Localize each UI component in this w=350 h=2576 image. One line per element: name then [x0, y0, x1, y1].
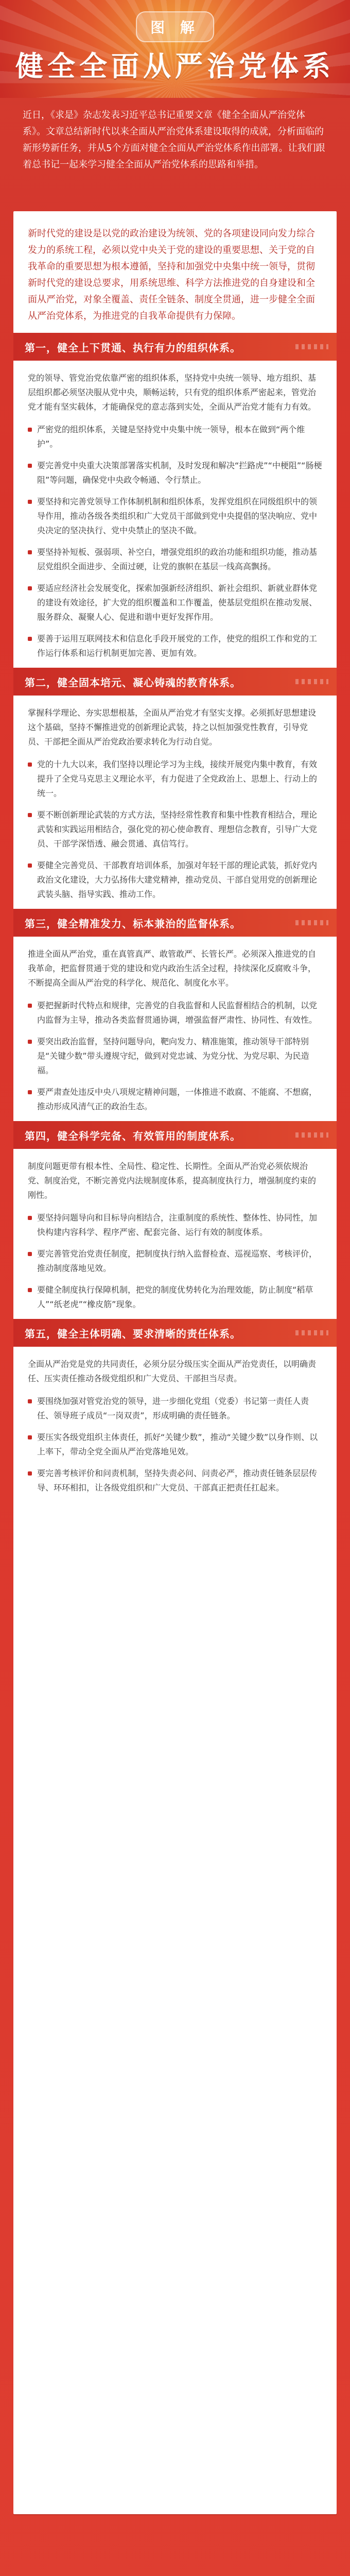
lead-text: 新时代党的建设是以党的政治建设为统领、党的各项建设同向发力综合发力的系统工程，必须以党中央关于党的建设的重要思想、关于党的自我革命的重要思想为根本遵循，坚持和加强党中央集中统一领导，贯彻新时代党的建设总要求，用系统思维、科学方法推进党的自身建设和全面从严治党，对象全覆盖、责任全链条、制度全贯通，进一步健全全面从严治党体系，为推进党的自我革命提供有力保障。 [28, 228, 315, 321]
bullet-text: 要善于运用互联网技术和信息化手段开展党的工作，使党的组织工作和党的工作运行体系和运行机制更加完善、更加有效。 [37, 634, 318, 658]
section-1-bullet-5 [28, 581, 322, 624]
bullet-square-icon [28, 1004, 32, 1008]
content-card [13, 211, 337, 2514]
bullet-text: 要坚持补短板、强弱项、补空白，增强党组织的政治功能和组织功能，推动基层党组织全面进步、全面过硬，让党的旗帜在基层一线高高飘扬。 [37, 547, 318, 571]
section-intro-3: 推进全面从严治党，重在真管真严、敢管敢严、长管长严。必须深入推进党的自我革命，把监督贯通于党的建设和党内政治生活全过程，持续深化反腐败斗争，不断提高全面从严治党的科学化、规范化、制度化水平。 [28, 949, 317, 988]
section-intro-4: 制度问题更带有根本性、全局性、稳定性、长期性。全面从严治党必须依规治党、制度治党，不断完善党内法规制度体系，提高制度执行力，增强制度约束的刚性。 [28, 1161, 317, 1200]
section-5-bullet-1 [28, 1394, 322, 1423]
bullet-text: 要坚持问题导向和目标导向相结合，注重制度的系统性、整体性、协同性，加快构建内容科学、程序严密、配套完备、运行有效的制度体系。 [37, 1213, 318, 1237]
section-1-bullet-4 [28, 545, 322, 574]
bullet-square-icon [28, 1252, 32, 1256]
section-4-bullet-2 [28, 1247, 322, 1276]
header-tag: 图 解 [136, 11, 214, 42]
section-1-bullet-3 [28, 495, 322, 538]
bullet-square-icon [28, 1216, 32, 1220]
section-intro-2: 掌握科学理论、夯实思想根基，全面从严治党才有坚实支撑。必须抓好思想建设这个基础，坚持不懈推进党的创新理论武装，持之以恒加强党性教育，引导党员、干部把全面从严治党政治要求转化为行动自觉。 [28, 708, 317, 747]
section-5-bullet-2 [28, 1430, 322, 1459]
bullet-text: 要健全制度执行保障机制，把党的制度优势转化为治理效能，防止制度“稻草人”“纸老虎”“橡皮筋”现象。 [37, 1285, 313, 1309]
bullet-square-icon [28, 428, 32, 432]
bullet-text: 要完善考核评价和问责机制，坚持失责必问、问责必严，推动责任链条层层传导、环环相扣，让各级党组织和广大党员、干部真正把责任扛起来。 [37, 1468, 318, 1493]
bullet-square-icon [28, 1090, 32, 1094]
bullet-square-icon [28, 550, 32, 554]
bullet-square-icon [28, 586, 32, 590]
bullet-text: 要严肃查处违反中央八项规定精神问题，一体推进不敢腐、不能腐、不想腐，推动形成风清气正的政治生态。 [37, 1087, 318, 1111]
bullet-text: 严密党的组织体系，关键是坚持党中央集中统一领导，根本在做到“两个维护”。 [37, 425, 305, 449]
section-5-bullet-3 [28, 1466, 322, 1495]
section-bullets-1 [28, 422, 322, 660]
bullet-square-icon [28, 1435, 32, 1439]
section-1-bullet-1 [28, 422, 322, 451]
bullet-text: 要不断创新理论武装的方式方法，坚持经常性教育和集中性教育相结合，理论武装和实践运用相结合，强化党的初心使命教育、理想信念教育，引导广大党员、干部学深悟透、融会贯通、真信笃行。 [37, 810, 318, 849]
bullet-square-icon [28, 1288, 32, 1292]
section-2-bullet-3 [28, 858, 322, 902]
bullet-text: 要围绕加强对管党治党的领导，进一步细化党组（党委）书记第一责任人责任、领导班子成员“一岗双责”，形成明确的责任链条。 [37, 1396, 309, 1420]
section-title-1: 第一，健全上下贯通、执行有力的组织体系。 [13, 333, 337, 361]
bullet-square-icon [28, 500, 32, 504]
section-title-5: 第五，健全主体明确、要求清晰的责任体系。 [13, 1319, 337, 1347]
bullet-square-icon [28, 1471, 32, 1476]
bullet-square-icon [28, 863, 32, 868]
section-title-4: 第四，健全科学完备、有效管用的制度体系。 [13, 1121, 337, 1149]
bullet-text: 要完善党中央重大决策部署落实机制，及时发现和解决“拦路虎”“中梗阻”“肠梗阻”等问题，确保党中央政令畅通、令行禁止。 [37, 461, 322, 485]
bullet-text: 要压实各级党组织主体责任，抓好“关键少数”，推动“关键少数”以身作则、以上率下，带动全党全面从严治党落地见效。 [37, 1432, 318, 1456]
bullet-square-icon [28, 762, 32, 767]
bullet-text: 要把握新时代特点和规律，完善党的自我监督和人民监督相结合的机制，以党内监督为主导，推动各类监督贯通协调，增强监督严肃性、协同性、有效性。 [37, 1001, 318, 1025]
section-bullets-4 [28, 1211, 322, 1312]
section-3-bullet-1 [28, 998, 322, 1027]
section-intro-1: 党的领导、管党治党依靠严密的组织体系，坚持党中央统一领导、地方组织、基层组织都必须坚决服从党中央，顺畅运转，只有党的组织体系严密起来，管党治党才能有坚实载体，才能确保党的意志落到实处，全面从严治党才能有力有效。 [28, 373, 317, 412]
bullet-text: 要突出政治监督，坚持问题导向，靶向发力、精准施策，推动领导干部特别是“关键少数”带头遵规守纪，做到对党忠诚、为党分忧、为党尽职、为民造福。 [37, 1037, 309, 1075]
section-4-bullet-3 [28, 1283, 322, 1312]
bullet-square-icon [28, 637, 32, 641]
header [0, 0, 350, 98]
section-1-bullet-2 [28, 459, 322, 487]
intro-text: 近日，《求是》杂志发表习近平总书记重要文章《健全全面从严治党体系》。文章总结新时代以来全面从严治党体系建设取得的成就，分析面临的新形势新任务，并从5个方面对健全全面从严治党体系作出部署。让我们跟着总书记一起来学习健全全面从严治党体系的思路和举措。 [23, 110, 325, 170]
intro [0, 98, 350, 211]
section-title-3: 第三，健全精准发力、标本兼治的监督体系。 [13, 909, 337, 937]
bullet-text: 要健全完善党员、干部教育培训体系，加强对年轻干部的理论武装，抓好党内政治文化建设，大力弘扬伟大建党精神，推动党员、干部自觉用党的创新理论武装头脑、指导实践、推动工作。 [37, 860, 318, 899]
section-title-2: 第二，健全固本培元、凝心铸魂的教育体系。 [13, 668, 337, 696]
bullet-square-icon [28, 813, 32, 817]
bullet-text: 党的十九大以来，我们坚持以理论学习为主线，接续开展党内集中教育，有效提升了全党马克思主义理论水平，有力促进了全党政治上、思想上、行动上的统一。 [37, 759, 318, 798]
section-1-bullet-6 [28, 632, 322, 660]
bullet-square-icon [28, 1040, 32, 1044]
header-title: 健全全面从严治党体系 [15, 50, 335, 82]
section-3-bullet-2 [28, 1035, 322, 1078]
section-3-bullet-3 [28, 1085, 322, 1114]
section-bullets-5 [28, 1394, 322, 1495]
section-2-bullet-1 [28, 757, 322, 801]
section-bullets-2 [28, 757, 322, 902]
bullet-square-icon [28, 464, 32, 468]
bullet-text: 要适应经济社会发展变化，探索加强新经济组织、新社会组织、新就业群体党的建设有效途径，扩大党的组织覆盖和工作覆盖，使基层党组织在推动发展、服务群众、凝聚人心、促进和谐中更好发挥作用。 [37, 583, 318, 622]
bullet-text: 要坚持和完善党领导工作体制机制和组织体系，发挥党组织在同级组织中的领导作用，推动各级各类组织和广大党员干部做到党中央提倡的坚决响应、党中央决定的坚决执行、党中央禁止的坚决不做。 [37, 497, 318, 535]
bullet-square-icon [28, 1399, 32, 1403]
section-bullets-3 [28, 998, 322, 1114]
section-intro-5: 全面从严治党是党的共同责任，必须分层分级压实全面从严治党责任，以明确责任、压实责任推动各级党组织和广大党员、干部担当尽责。 [28, 1359, 317, 1383]
bullet-text: 要完善管党治党责任制度，把制度执行纳入监督检查、巡视巡察、考核评价，推动制度落地见效。 [37, 1249, 318, 1273]
section-4-bullet-1 [28, 1211, 322, 1240]
section-2-bullet-2 [28, 808, 322, 851]
